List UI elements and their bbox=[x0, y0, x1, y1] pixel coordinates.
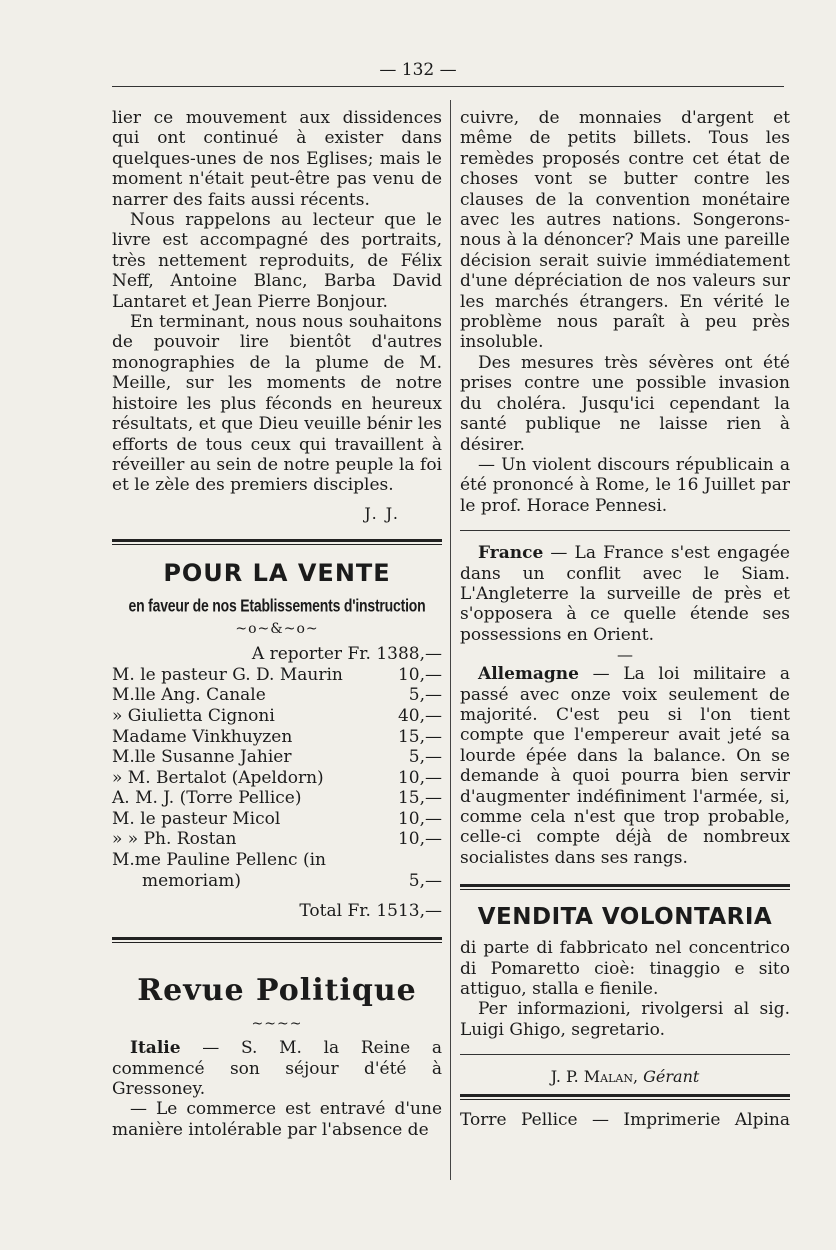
cholera-paragraph: Des mesures très sévères ont été prises contre une possible invasion du choléra. Jusqu'ici cependant la santé publique ne laisse rien à désirer. bbox=[460, 352, 790, 455]
donation-row bbox=[112, 747, 442, 768]
commerce-paragraph: — Le commerce est entravé d'une manière intolérable par l'absence de bbox=[112, 1099, 442, 1140]
donation-row bbox=[112, 871, 442, 892]
donor-name: A. M. J. (Torre Pellice) bbox=[112, 788, 302, 809]
donor-name: M.lle Susanne Jahier bbox=[112, 747, 292, 768]
page-number: — 132 — bbox=[379, 60, 457, 80]
review-paragraph-3: En terminant, nous nous souhaitons de pouvoir lire bientôt d'autres monographies de la plume de M. Meille, sur les moments de notre histoire les plus féconds en heureux résultats, et que Dieu veuille bénir les efforts de tous ceux qui travaillent à réveiller au sein de notre peuple la foi et le zèle des premiers disciples. bbox=[112, 312, 442, 496]
vente-subtitle: en faveur de nos Etablissements d'instruction bbox=[128, 594, 426, 615]
section-rule bbox=[460, 530, 790, 531]
donation-amount: 10,— bbox=[397, 829, 442, 850]
dash-separator: — bbox=[617, 645, 633, 665]
donor-name: » M. Bertalot (Apeldorn) bbox=[112, 767, 324, 788]
commerce-continued: cuivre, de monnaies d'argent et même de petits billets. Tous les remèdes proposés contre cet état de choses vont se butter contre les clauses de la convention monétaire avec les autres nations. Songerons-nous à la dénoncer? Mais une pareille décision serait suivie immédiatement d'une dépréciation de nos valeurs sur les marchés étrangers. En vérité le problème nous paraît à peu près insoluble. bbox=[460, 108, 790, 353]
right-column bbox=[460, 108, 790, 1130]
donation-amount: 5,— bbox=[408, 747, 442, 768]
section-rule bbox=[460, 1054, 790, 1055]
review-paragraph-2: Nous rappelons au lecteur que le livre est accompagné des portraits, très nettement reproduits, de Félix Neff, Antoine Blanc, Barba David Lantaret et Jean Pierre Bonjour. bbox=[112, 210, 442, 312]
vendita-paragraph: di parte di fabbricato nel concentrico di Pomaretto cioè: tinaggio e sito attiguo, stalla e fienile. bbox=[460, 938, 790, 1000]
donation-row bbox=[112, 706, 442, 727]
ornament-icon: ~~~~ bbox=[251, 1016, 303, 1033]
revue-title: Revue Politique bbox=[137, 973, 417, 1009]
donation-row bbox=[112, 768, 442, 789]
printer-line: Torre Pellice — Imprimerie Alpina bbox=[460, 1110, 790, 1131]
allemagne-paragraph: Allemagne — La loi militaire a passé avec onze voix seulement de majorité. C'est peu si l'on tient compte que l'empereur avait jeté sa lourde épée dans la balance. On se demande à quoi pourra bien servir d'augmenter indéfiniment l'armée, si, comme cela n'est que trop probable, celle-ci compte déjà de nombreux socialistes dans ses rangs. bbox=[460, 664, 790, 868]
donation-row bbox=[112, 665, 442, 686]
donation-row bbox=[112, 727, 442, 748]
country-label: Italie bbox=[130, 1038, 181, 1059]
section-rule bbox=[112, 539, 442, 545]
total-line: Total Fr. 1513,— bbox=[299, 901, 442, 922]
report-line: A reporter Fr. 1388,— bbox=[251, 643, 442, 664]
section-rule bbox=[460, 1094, 790, 1100]
donor-name: » Giulietta Cignoni bbox=[112, 705, 275, 726]
donation-amount: 10,— bbox=[397, 767, 442, 788]
donation-row bbox=[112, 809, 442, 830]
left-column bbox=[112, 108, 442, 1140]
donor-name: » » Ph. Rostan bbox=[112, 829, 237, 850]
donor-name: M.lle Ang. Canale bbox=[112, 685, 266, 706]
column-divider bbox=[450, 100, 451, 1180]
donation-amount: 40,— bbox=[397, 705, 442, 726]
donation-amount: 15,— bbox=[397, 788, 442, 809]
donor-name: memoriam) bbox=[142, 870, 241, 891]
vendita-title: VENDITA VOLONTARIA bbox=[477, 904, 773, 931]
discourse-paragraph: — Un violent discours républicain a été prononcé à Rome, le 16 Juillet par le prof. Horace Pennesi. bbox=[460, 454, 790, 516]
review-paragraph-1: lier ce mouvement aux dissidences qui ont continué à exister dans quelques-unes de nos Eglises; mais le moment n'était peut-être pas venu de narrer des faits aussi récents. bbox=[112, 108, 442, 210]
donor-name: M.me Pauline Pellenc (in bbox=[112, 850, 327, 871]
donation-amount: 5,— bbox=[408, 685, 442, 706]
italie-paragraph: Italie — S. M. la Reine a commencé son séjour d'été à Gressoney. bbox=[112, 1038, 442, 1100]
donation-amount: 5,— bbox=[408, 870, 442, 891]
country-label: Allemagne bbox=[478, 664, 579, 685]
vente-title: POUR LA VENTE bbox=[163, 558, 391, 587]
donation-amount: 10,— bbox=[397, 664, 442, 685]
gerant-line: J. P. Malan, Gérant bbox=[550, 1067, 700, 1087]
donation-list bbox=[112, 665, 442, 892]
section-rule bbox=[460, 884, 790, 890]
france-paragraph: France — La France s'est engagée dans un conflit avec le Siam. L'Angleterre la surveille de près et s'opposera à ce quelle étende ses possessions en Orient. bbox=[460, 543, 790, 645]
donor-name: M. le pasteur Micol bbox=[112, 808, 281, 829]
donor-name: M. le pasteur G. D. Maurin bbox=[112, 664, 343, 685]
donation-amount: 10,— bbox=[397, 808, 442, 829]
donation-row bbox=[112, 829, 442, 850]
donation-row bbox=[112, 685, 442, 706]
donation-row bbox=[112, 850, 442, 871]
signature: J. J. bbox=[364, 503, 400, 523]
donor-name: Madame Vinkhuyzen bbox=[112, 726, 293, 747]
header-rule bbox=[112, 86, 784, 87]
section-rule bbox=[112, 937, 442, 943]
ornament-icon: ~o~&~o~ bbox=[235, 620, 319, 637]
donation-amount: 15,— bbox=[397, 726, 442, 747]
country-label: France bbox=[478, 543, 544, 564]
vendita-info: Per informazioni, rivolgersi al sig. Luigi Ghigo, segretario. bbox=[460, 999, 790, 1040]
donation-row bbox=[112, 788, 442, 809]
